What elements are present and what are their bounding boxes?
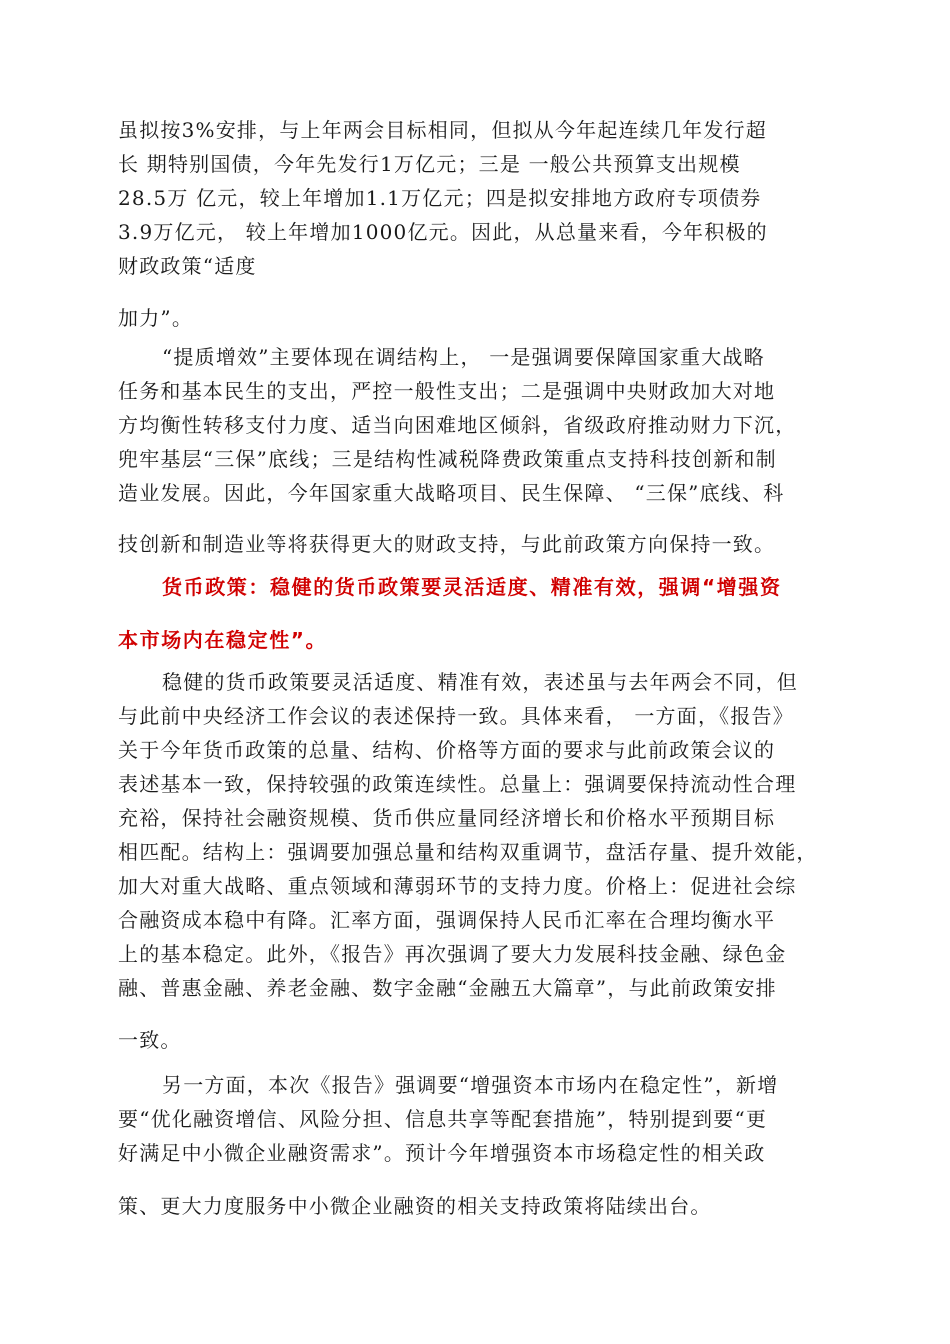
fiscal-line-5: 财政政策“适度 [118,254,257,278]
quality-line-1: “提质增效”主要体现在调结构上， 一是强调要保障国家重大战略 [162,345,765,369]
fiscal-line-3: 28.5万 亿元，较上年增加1.1万亿元；四是拟安排地方政府专项债券 [118,186,762,210]
monetary-line-10: 融、普惠金融、养老金融、数字金融“金融五大篇章”，与此前政策安排 [118,976,777,1000]
monetary-line-6: 相匹配。结构上：强调要加强总量和结构双重调节，盘活存量、提升效能， [118,840,818,864]
quality-line-5: 造业发展。因此，今年国家重大战略项目、民生保障、 “三保”底线、科 [118,481,785,505]
fiscal-line-2: 长 期特别国债，今年先发行1万亿元；三是 一般公共预算支出规模 [118,152,741,176]
monetary-line-11: 一致。 [118,1028,182,1052]
capital-line-1: 另一方面，本次《报告》强调要“增强资本市场内在稳定性”，新增 [162,1073,779,1097]
fiscal-line-1: 虽拟按3%安排，与上年两会目标相同，但拟从今年起连续几年发行超 [118,118,767,142]
section-heading-line-1: 货币政策：稳健的货币政策要灵活适度、精准有效，强调“增强资 [162,575,782,599]
capital-line-2: 要“优化融资增信、风险分担、信息共享等配套措施”，特别提到要“更 [118,1107,768,1131]
quality-line-2: 任务和基本民生的支出，严控一般性支出；二是强调中央财政加大对地 [118,379,776,403]
quality-line-6: 技创新和制造业等将获得更大的财政支持，与此前政策方向保持一致。 [118,532,776,556]
monetary-line-9: 上的基本稳定。此外，《报告》再次强调了要大力发展科技金融、绿色金 [118,942,787,966]
fiscal-line-6: 加力”。 [118,306,194,330]
quality-line-3: 方均衡性转移支付力度、适当向困难地区倾斜，省级政府推动财力下沉， [118,413,797,437]
monetary-line-3: 关于今年货币政策的总量、结构、价格等方面的要求与此前政策会议的 [118,738,776,762]
monetary-line-8: 合融资成本稳中有降。汇率方面，强调保持人民币汇率在合理均衡水平 [118,908,776,932]
fiscal-line-4: 3.9万亿元， 较上年增加1000亿元。因此，从总量来看，今年积极的 [118,220,768,244]
monetary-line-2: 与此前中央经济工作会议的表述保持一致。具体来看， 一方面，《报告》 [118,704,794,728]
monetary-line-4: 表述基本一致，保持较强的政策连续性。总量上：强调要保持流动性合理 [118,772,797,796]
monetary-line-5: 充裕，保持社会融资规模、货币供应量同经济增长和价格水平预期目标 [118,806,776,830]
capital-line-3: 好满足中小微企业融资需求”。预计今年增强资本市场稳定性的相关政 [118,1141,766,1165]
monetary-line-1: 稳健的货币政策要灵活适度、精准有效，表述虽与去年两会不同，但 [162,670,798,694]
capital-line-4: 策、更大力度服务中小微企业融资的相关支持政策将陆续出台。 [118,1194,712,1218]
section-heading-line-2: 本市场内在稳定性”。 [118,628,328,652]
quality-line-4: 兜牢基层“三保”底线；三是结构性减税降费政策重点支持科技创新和制 [118,447,777,471]
monetary-line-7: 加大对重大战略、重点领域和薄弱环节的支持力度。价格上：促进社会综 [118,874,797,898]
